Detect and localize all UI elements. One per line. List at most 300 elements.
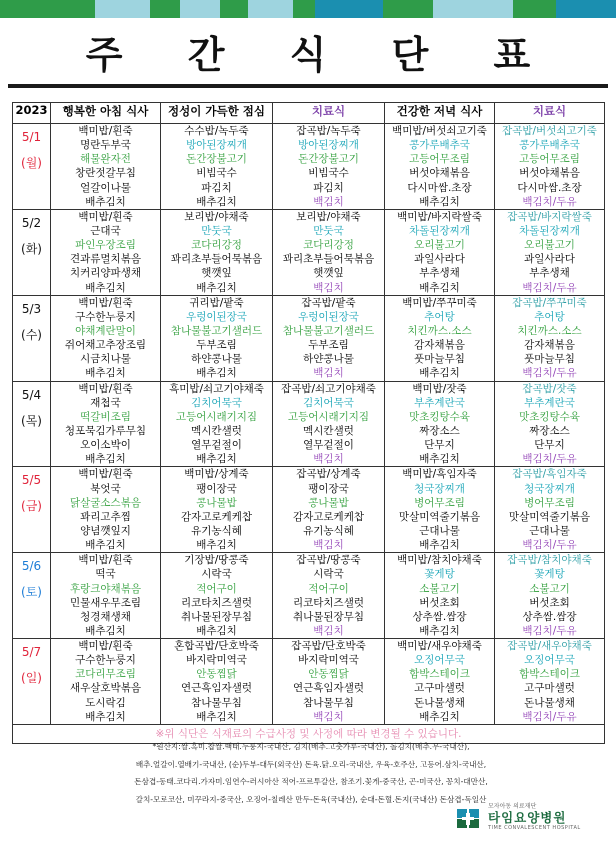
menu-item: 방아된장찌개 — [186, 139, 247, 152]
breakfast-cell — [51, 295, 161, 381]
menu-item: 혼합곡밥/단호박죽 — [174, 640, 259, 653]
lunch-cell — [161, 381, 273, 467]
origin-info — [20, 738, 602, 808]
menu-item: 차돌된장찌개 — [519, 224, 580, 237]
menu-item: 소불고기 — [419, 582, 460, 595]
therapy-lunch-cell — [273, 553, 385, 639]
menu-item: 백김치/두유 — [522, 453, 577, 466]
menu-item: 배추김치 — [196, 453, 237, 466]
menu-item: 백미밥/흰죽 — [78, 554, 133, 567]
menu-item: 귀리밥/팥죽 — [189, 296, 244, 309]
menu-item: 배추김치 — [85, 539, 126, 552]
menu-item: 코다리무조림 — [75, 668, 136, 681]
menu-item: 백미밥/흰죽 — [78, 382, 133, 395]
menu-item: 하얀콩나물 — [303, 353, 354, 366]
menu-change-notice: ※위 식단은 식재료의 수급사정 및 사정에 따라 변경될 수 있습니다. — [155, 727, 462, 740]
menu-item: 고등어시래기지짐 — [287, 410, 370, 423]
dinner-cell — [385, 467, 495, 553]
therapy-lunch-header: 치료식 — [273, 103, 385, 124]
menu-item: 배추김치 — [85, 281, 126, 294]
menu-item: 리코타치즈샐럿 — [180, 596, 252, 609]
menu-item: 돈간장불고기 — [298, 153, 359, 166]
menu-item: 비빔국수 — [196, 167, 237, 180]
menu-item: 돈나물생채 — [414, 696, 465, 709]
logo-hospital-name: 타임요양병원 — [488, 810, 567, 825]
therapy-lunch-cell — [273, 295, 385, 381]
menu-item: 파인우장조림 — [75, 239, 136, 252]
color-stripe-segment — [315, 0, 383, 18]
menu-item: 꽃게탕 — [424, 568, 455, 581]
color-stripe-segment — [180, 0, 220, 18]
menu-item: 잡곡밥/새우야채죽 — [507, 640, 592, 653]
menu-item: 치킨까스.소스 — [517, 324, 582, 337]
menu-item: 배추김치 — [196, 281, 237, 294]
hospital-logo — [456, 803, 581, 832]
date-label: 5/5 — [21, 473, 42, 488]
origin-line: 배추.얼갈이.열배기-국내산, (순)두부-대두(외국산) 돈육.닭.오리-국내산, 우육-호주산, 고등어.삼치-국내산, — [135, 759, 487, 769]
menu-item: 팽이장국 — [196, 482, 237, 495]
menu-item: 추어탕 — [424, 310, 455, 323]
menu-item: 백미밥/흰죽 — [78, 210, 133, 223]
menu-item: 닭살굴소스볶음 — [69, 496, 141, 509]
therapy-dinner-cell — [495, 209, 605, 295]
day-cell — [13, 381, 51, 467]
dinner-cell — [385, 553, 495, 639]
lunch-cell — [161, 639, 273, 725]
color-stripe-bar — [0, 0, 616, 18]
day-row — [13, 553, 605, 639]
weekly-menu-table — [12, 102, 605, 744]
lunch-cell — [161, 124, 273, 210]
menu-item: 쥐어채고추장조림 — [64, 339, 147, 352]
menu-item: 얼갈이나물 — [80, 181, 131, 194]
menu-item: 백미밥/버섯쇠고기죽 — [392, 125, 487, 137]
weekday-label: (화) — [21, 241, 42, 256]
origin-line: *원산지:쌀.흑미.찹쌀.백태.누룽지-국내산, 김치(배추.고춧가루-국내산), 돌김치(배추.무-국내산), — [152, 742, 470, 751]
day-row — [13, 295, 605, 381]
menu-item: 김치어묵국 — [303, 396, 354, 409]
menu-item: 백김치/두유 — [522, 624, 577, 637]
menu-item: 치커리양파생채 — [69, 267, 141, 280]
breakfast-cell — [51, 467, 161, 553]
menu-item: 감자채볶음 — [524, 339, 575, 352]
menu-item: 소불고기 — [529, 582, 570, 595]
menu-item: 고구마샐럿 — [524, 682, 575, 695]
therapy-dinner-cell — [495, 124, 605, 210]
menu-item: 오징어무국 — [524, 654, 575, 667]
menu-item: 우렁이된장국 — [298, 310, 359, 323]
therapy-dinner-cell — [495, 295, 605, 381]
dinner-cell — [385, 124, 495, 210]
menu-item: 취나물된장무침 — [292, 610, 364, 623]
therapy-dinner-cell — [495, 381, 605, 467]
therapy-lunch-cell — [273, 381, 385, 467]
menu-item: 참나물불고기샐러드 — [170, 324, 263, 337]
page-title: 주 간 식 단 표 — [85, 33, 557, 77]
menu-item: 떡국 — [95, 568, 116, 581]
breakfast-cell — [51, 639, 161, 725]
date-label: 5/6 — [21, 559, 42, 574]
menu-item: 근대국 — [90, 224, 121, 237]
menu-item: 참나물무침 — [303, 696, 354, 709]
menu-item: 리코타치즈샐럿 — [292, 596, 364, 609]
menu-item: 백미밥/상계죽 — [184, 468, 249, 481]
menu-item: 안동찜닭 — [196, 668, 237, 681]
breakfast-cell — [51, 553, 161, 639]
weekday-label: (수) — [21, 327, 42, 342]
menu-item: 잡곡밥/팥죽 — [301, 296, 356, 309]
color-stripe-segment — [433, 0, 513, 18]
color-stripe-segment — [556, 0, 616, 18]
menu-item: 멕시칸샐럿 — [303, 424, 354, 437]
dinner-header: 건강한 저녁 식사 — [385, 103, 495, 124]
menu-item: 재첩국 — [90, 396, 121, 409]
menu-item: 꽈리고추찜 — [80, 510, 131, 523]
dinner-cell — [385, 639, 495, 725]
menu-item: 근대나물 — [419, 524, 460, 537]
color-stripe-segment — [383, 0, 433, 18]
menu-item: 배추김치 — [419, 624, 460, 637]
menu-item: 해물완자전 — [80, 153, 131, 166]
menu-item: 파김치 — [201, 181, 232, 194]
breakfast-cell — [51, 124, 161, 210]
menu-item: 양념깻잎지 — [80, 524, 131, 537]
menu-item: 잡곡밥/흑임자죽 — [512, 468, 587, 481]
menu-item: 만둣국 — [313, 224, 344, 237]
menu-item: 버섯야채볶음 — [409, 167, 470, 180]
menu-item: 돈간장불고기 — [186, 153, 247, 166]
day-row — [13, 124, 605, 210]
menu-item: 백미밥/새우야채죽 — [397, 640, 482, 653]
menu-item: 꽃게탕 — [534, 568, 565, 581]
menu-item: 배추김치 — [196, 539, 237, 552]
menu-item: 보리밥/야채죽 — [296, 210, 361, 223]
menu-item: 꽈리초부들어묵볶음 — [282, 253, 375, 266]
menu-item: 추어탕 — [534, 310, 565, 323]
menu-item: 감자채볶음 — [414, 339, 465, 352]
menu-item: 맛초킹탕수육 — [409, 410, 470, 423]
menu-item: 꽈리초부들어묵볶음 — [170, 253, 263, 266]
menu-item: 북엇국 — [90, 482, 121, 495]
menu-item: 버섯초회 — [529, 596, 570, 609]
menu-item: 구수한누룽지 — [75, 654, 136, 667]
menu-item: 배추김치 — [419, 453, 460, 466]
menu-item: 청국장찌개 — [524, 482, 575, 495]
menu-item: 배추김치 — [419, 195, 460, 208]
menu-item: 수수밥/녹두죽 — [184, 125, 249, 137]
menu-item: 백미밥/쭈꾸미죽 — [402, 296, 477, 309]
therapy-dinner-cell — [495, 467, 605, 553]
menu-item: 두부조림 — [308, 339, 349, 352]
menu-item: 파김치 — [313, 181, 344, 194]
menu-item: 풋마늘무침 — [524, 353, 575, 366]
therapy-dinner-cell — [495, 639, 605, 725]
date-label: 5/2 — [21, 215, 42, 230]
year-header: 2023 — [13, 103, 51, 124]
menu-item: 백미밥/바지락쌀죽 — [397, 210, 482, 223]
menu-item: 잡곡밥/바지락쌀죽 — [507, 210, 592, 223]
menu-item: 백김치 — [313, 195, 344, 208]
menu-item: 백김치/두유 — [522, 710, 577, 723]
menu-item: 잡곡밥/참치야채죽 — [507, 554, 592, 567]
logo-english-name: TIME CONVALESCENT HOSPITAL — [488, 825, 581, 831]
menu-item: 만둣국 — [201, 224, 232, 237]
menu-item: 콩가루배추국 — [409, 139, 470, 152]
menu-item: 다시마쌈.초장 — [407, 181, 472, 194]
menu-item: 야채계란말이 — [75, 324, 136, 337]
menu-item: 맛초킹탕수육 — [519, 410, 580, 423]
dinner-cell — [385, 209, 495, 295]
weekday-label: (일) — [21, 671, 42, 686]
date-label: 5/3 — [21, 301, 42, 316]
menu-item: 두부조림 — [196, 339, 237, 352]
menu-item: 청경채생채 — [80, 610, 131, 623]
menu-item: 배추김치 — [419, 710, 460, 723]
menu-item: 잡곡밥/잣죽 — [522, 382, 577, 395]
menu-item: 배추김치 — [85, 624, 126, 637]
lunch-cell — [161, 467, 273, 553]
menu-item: 배추김치 — [419, 367, 460, 380]
menu-item: 단무지 — [424, 439, 455, 452]
menu-item: 팽이장국 — [308, 482, 349, 495]
menu-item: 도시락김 — [85, 696, 126, 709]
menu-item: 햇깻잎 — [201, 267, 232, 280]
color-stripe-segment — [95, 0, 150, 18]
menu-item: 견과류멸치볶음 — [69, 253, 141, 266]
menu-item: 시금치나물 — [80, 353, 131, 366]
menu-item: 짜장소스 — [529, 424, 570, 437]
day-row — [13, 467, 605, 553]
menu-item: 연근흑임자샐럿 — [180, 682, 252, 695]
menu-item: 과일사라다 — [524, 253, 575, 266]
menu-item: 부추계란국 — [524, 396, 575, 409]
lunch-header: 정성이 가득한 점심 — [161, 103, 273, 124]
lunch-cell — [161, 209, 273, 295]
menu-item: 고등어시래기지짐 — [175, 410, 258, 423]
menu-item: 백미밥/흰죽 — [78, 296, 133, 309]
menu-item: 백미밥/흑임자죽 — [402, 468, 477, 481]
menu-item: 적어구이 — [308, 582, 349, 595]
menu-item: 버섯야채볶음 — [519, 167, 580, 180]
menu-item: 안동찜닭 — [308, 668, 349, 681]
color-stripe-segment — [513, 0, 556, 18]
menu-item: 고등어무조림 — [519, 153, 580, 166]
menu-item: 오리불고기 — [414, 239, 465, 252]
menu-item: 새우살호박볶음 — [69, 682, 141, 695]
menu-item: 청국장찌개 — [414, 482, 465, 495]
menu-item: 배추김치 — [196, 710, 237, 723]
day-cell — [13, 295, 51, 381]
menu-item: 병어무조림 — [524, 496, 575, 509]
menu-item: 취나물된장무침 — [180, 610, 252, 623]
logo-foundation-text: 모자아동 의료재단 — [488, 803, 537, 810]
menu-item: 비빔국수 — [308, 167, 349, 180]
menu-item: 배추김치 — [196, 624, 237, 637]
menu-item: 다시마쌈.초장 — [517, 181, 582, 194]
menu-item: 코다리강정 — [191, 239, 242, 252]
menu-item: 잡곡밥/상계죽 — [296, 468, 361, 481]
day-cell — [13, 553, 51, 639]
menu-item: 콩가루배추국 — [519, 139, 580, 152]
menu-item: 고등어무조림 — [409, 153, 470, 166]
lunch-cell — [161, 553, 273, 639]
menu-item: 백김치 — [313, 281, 344, 294]
day-cell — [13, 209, 51, 295]
menu-item: 풋마늘무침 — [414, 353, 465, 366]
menu-item: 백김치/두유 — [522, 195, 577, 208]
weekday-label: (월) — [21, 156, 42, 170]
menu-item: 백미밥/흰죽 — [78, 125, 133, 137]
menu-item: 백김치/두유 — [522, 539, 577, 552]
menu-item: 배추김치 — [419, 281, 460, 294]
date-label: 5/4 — [21, 387, 42, 402]
menu-item: 시락국 — [313, 568, 344, 581]
menu-item: 오징어무국 — [414, 654, 465, 667]
hospital-emblem-icon — [456, 807, 482, 829]
color-stripe-segment — [220, 0, 248, 18]
weekday-label: (토) — [21, 585, 42, 600]
menu-item: 김치어묵국 — [191, 396, 242, 409]
menu-item: 떡갈비조림 — [80, 410, 131, 423]
menu-item: 상추쌈.쌈장 — [412, 610, 467, 623]
origin-line: 돈삼겹-동태.코다리.가자미.임연수-러시아산 적어-프르투갈산, 참조기.꽃게-중국산, 곤-미국산, 꽁치-대만산, — [134, 777, 488, 786]
dinner-cell — [385, 295, 495, 381]
menu-item: 열무겉절이 — [191, 439, 242, 452]
menu-item: 함박스테이크 — [409, 668, 470, 681]
menu-item: 백김치 — [313, 624, 344, 637]
menu-item: 백미밥/잣죽 — [412, 382, 467, 395]
menu-item: 하얀콩나물 — [191, 353, 242, 366]
breakfast-cell — [51, 381, 161, 467]
menu-item: 바지락미역국 — [186, 654, 247, 667]
menu-item: 연근흑임자샐럿 — [292, 682, 364, 695]
color-stripe-segment — [150, 0, 180, 18]
therapy-dinner-header: 치료식 — [495, 103, 605, 124]
menu-item: 잡곡밥/땅콩죽 — [296, 554, 361, 567]
menu-item: 청포묵김가루무침 — [64, 424, 147, 437]
menu-item: 백김치 — [313, 539, 344, 552]
menu-item: 기장밥/땅콩죽 — [184, 554, 249, 567]
menu-item: 부추계란국 — [414, 396, 465, 409]
menu-item: 흑미밥/쇠고기야채죽 — [169, 382, 264, 395]
therapy-dinner-cell — [495, 553, 605, 639]
menu-item: 치킨까스.소스 — [407, 324, 472, 337]
menu-item: 배추김치 — [196, 367, 237, 380]
menu-item: 돈나물생채 — [524, 696, 575, 709]
menu-item: 우렁이된장국 — [186, 310, 247, 323]
menu-item: 콩나물밥 — [308, 496, 349, 509]
menu-item: 감자고로케케찹 — [292, 510, 364, 523]
breakfast-header: 행복한 아침 식사 — [51, 103, 161, 124]
menu-item: 백미밥/참치야채죽 — [397, 554, 482, 567]
menu-item: 적어구이 — [196, 582, 237, 595]
menu-item: 부추생채 — [529, 267, 570, 280]
menu-item: 열무겉절이 — [303, 439, 354, 452]
menu-item: 멕시칸샐럿 — [191, 424, 242, 437]
menu-item: 과일사라다 — [414, 253, 465, 266]
menu-item: 감자고로케케찹 — [180, 510, 252, 523]
menu-item: 잡곡밥/쭈꾸미죽 — [512, 296, 587, 309]
menu-item: 잡곡밥/쇠고기야채죽 — [281, 382, 376, 395]
menu-item: 시락국 — [201, 568, 232, 581]
menu-item: 백김치 — [313, 453, 344, 466]
menu-item: 코다리강정 — [303, 239, 354, 252]
menu-item: 잡곡밥/녹두죽 — [296, 125, 361, 137]
menu-item: 병어무조림 — [414, 496, 465, 509]
menu-item: 후랑크야채볶음 — [69, 582, 141, 595]
day-row — [13, 209, 605, 295]
menu-item: 오리불고기 — [524, 239, 575, 252]
menu-item: 함박스테이크 — [519, 668, 580, 681]
weekday-label: (목) — [21, 413, 42, 428]
menu-item: 짜장소스 — [419, 424, 460, 437]
therapy-lunch-cell — [273, 124, 385, 210]
day-cell — [13, 639, 51, 725]
day-cell — [13, 124, 51, 210]
menu-item: 창란젓갈무침 — [75, 167, 136, 180]
menu-item: 백김치/두유 — [522, 281, 577, 294]
menu-item: 잡곡밥/단호박죽 — [291, 640, 366, 653]
day-row — [13, 639, 605, 725]
menu-item: 바지락미역국 — [298, 654, 359, 667]
menu-item: 배추김치 — [85, 367, 126, 380]
day-cell — [13, 467, 51, 553]
breakfast-cell — [51, 209, 161, 295]
menu-item: 백미밥/흰죽 — [78, 468, 133, 481]
date-label: 5/7 — [21, 645, 42, 660]
menu-item: 방아된장찌개 — [298, 139, 359, 152]
menu-item: 버섯초회 — [419, 596, 460, 609]
title-underline — [8, 84, 608, 88]
menu-item: 보리밥/야채죽 — [184, 210, 249, 223]
menu-item: 맛살미역줄기볶음 — [398, 510, 481, 523]
day-row — [13, 381, 605, 467]
menu-item: 단무지 — [534, 439, 565, 452]
menu-item: 백미밥/흰죽 — [78, 640, 133, 653]
menu-item: 민물새우무조림 — [69, 596, 141, 609]
menu-item: 근대나물 — [529, 524, 570, 537]
menu-item: 오이소박이 — [80, 439, 131, 452]
menu-item: 구수한누룽지 — [75, 310, 136, 323]
menu-item: 햇깻잎 — [313, 267, 344, 280]
therapy-lunch-cell — [273, 209, 385, 295]
therapy-lunch-cell — [273, 467, 385, 553]
color-stripe-segment — [0, 0, 95, 18]
lunch-cell — [161, 295, 273, 381]
menu-item: 배추김치 — [85, 453, 126, 466]
menu-item: 배추김치 — [196, 195, 237, 208]
dinner-cell — [385, 381, 495, 467]
menu-item: 백김치 — [313, 710, 344, 723]
menu-item: 배추김치 — [85, 710, 126, 723]
therapy-lunch-cell — [273, 639, 385, 725]
menu-item: 콩나물밥 — [196, 496, 237, 509]
menu-item: 백김치 — [313, 367, 344, 380]
menu-item: 참나물무침 — [191, 696, 242, 709]
menu-item: 잡곡밥/버섯쇠고기죽 — [502, 125, 597, 137]
menu-item: 참나물불고기샐러드 — [282, 324, 375, 337]
date-label: 5/1 — [21, 130, 42, 144]
origin-line: 갈치-모로코산, 미꾸라지-중국산, 오징어-칠레산 만두-돈육(국내산), 순대-돈혈.돈지(국내산) 돈삼겹-독일산 — [135, 794, 487, 804]
menu-item: 유기농식혜 — [303, 524, 354, 537]
weekday-label: (금) — [21, 499, 42, 514]
menu-item: 배추김치 — [85, 195, 126, 208]
menu-item: 부추생채 — [419, 267, 460, 280]
menu-item: 차돌된장찌개 — [409, 224, 470, 237]
color-stripe-segment — [248, 0, 293, 18]
table-header-row — [13, 103, 605, 124]
menu-item: 백김치/두유 — [522, 367, 577, 380]
